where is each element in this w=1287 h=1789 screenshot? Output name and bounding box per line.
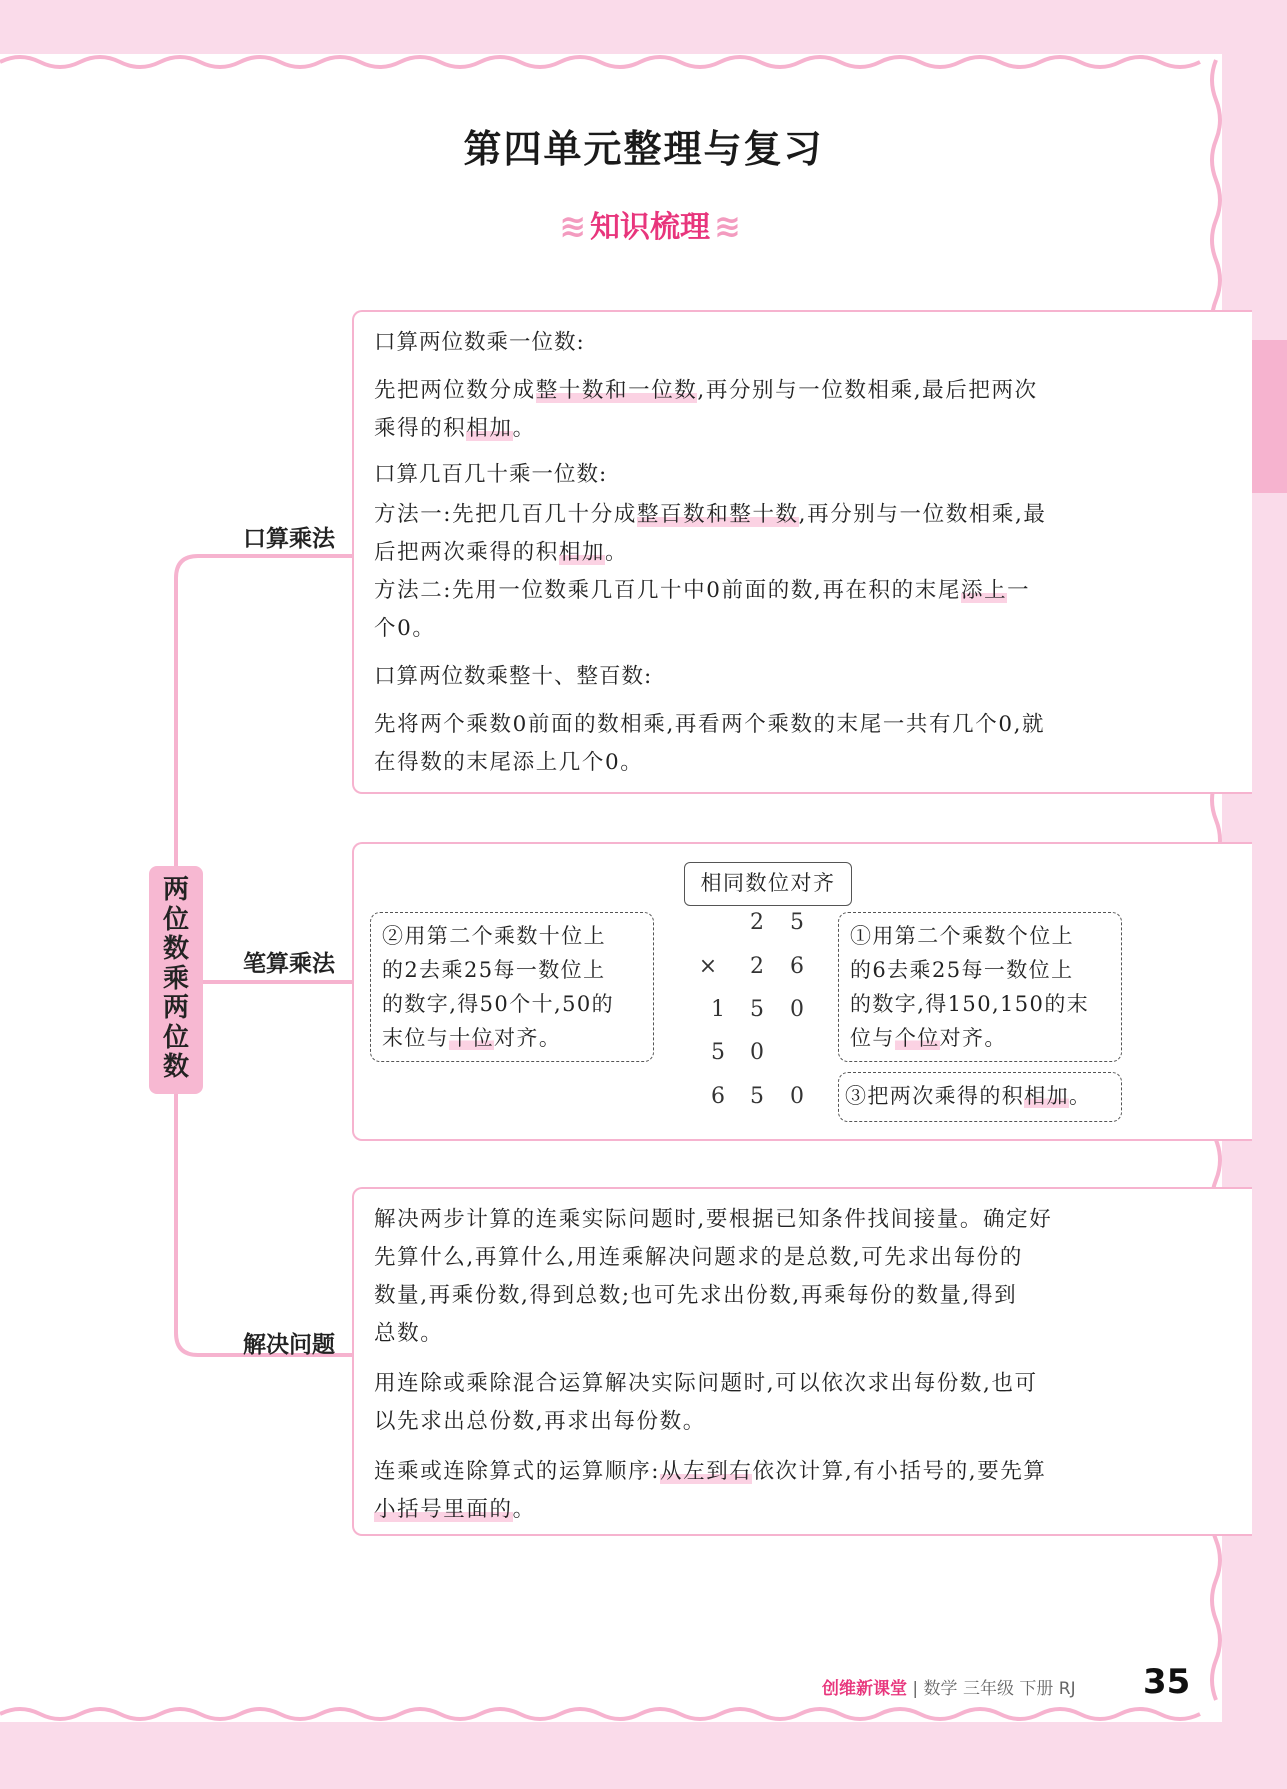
footer-info: 数学 三年级 下册 RJ xyxy=(923,1679,1076,1699)
block-line: 先算什么,再算什么,用连乘解决问题求的是总数,可先求出每份的 xyxy=(374,1245,1024,1270)
note-line: ①用第二个乘数个位上 xyxy=(850,924,1074,948)
mindmap-root xyxy=(149,866,203,1094)
mindmap-root-label: 两位数乘两位数 xyxy=(162,875,189,1082)
block-line xyxy=(374,1453,1124,1491)
note-line xyxy=(382,953,653,987)
calc-digit: 0 xyxy=(790,997,804,1022)
text-seg: 。 xyxy=(512,416,536,441)
top-wave-border xyxy=(0,57,1200,67)
section-heading xyxy=(0,202,1287,246)
block-line: 以先求出总份数,再求出每份数。 xyxy=(374,1409,706,1434)
block-line xyxy=(374,534,1124,572)
branch-label-mental: 口算乘法 xyxy=(243,526,335,552)
block-line: 在得数的末尾添上几个0。 xyxy=(374,750,644,775)
text-seg: 末位与 xyxy=(382,1026,450,1050)
text-seg: ③把两次乘得的积 xyxy=(845,1084,1025,1108)
highlight-term: 从左到右 xyxy=(660,1459,753,1484)
multiply-sign: × xyxy=(698,954,718,979)
highlight-term: 相加 xyxy=(466,416,513,441)
text-seg: 方法二:先用一位数乘几百几十中0前面的数,再在积的末尾 xyxy=(374,578,961,603)
block-line xyxy=(374,572,1124,610)
note-line: ②用第二个乘数十位上 xyxy=(382,924,606,948)
text-seg: 的2去乘25每一数位上 xyxy=(382,958,606,982)
note-line xyxy=(850,1021,1121,1055)
block-line xyxy=(374,372,1124,410)
block-line: 数量,再乘份数,得到总数;也可先求出份数,再乘每份的数量,得到 xyxy=(374,1283,1018,1308)
note-line xyxy=(845,1079,1121,1113)
text-seg: 。 xyxy=(1069,1084,1092,1108)
section-heading-text: 知识梳理 xyxy=(590,210,710,245)
block-line: 个0。 xyxy=(374,616,436,641)
note-sum-step xyxy=(838,1072,1122,1122)
note-line: 的6去乘25每一数位上 xyxy=(850,958,1074,982)
calc-digit: 2 xyxy=(750,954,764,979)
text-seg: 乘得的积 xyxy=(374,416,467,441)
text-seg: 连乘或连除算式的运算顺序: xyxy=(374,1459,661,1484)
problem-solving-box xyxy=(352,1187,1252,1536)
note-tens-step xyxy=(370,912,654,1062)
block-line: 总数。 xyxy=(374,1321,444,1346)
block-line: 先将两个乘数0前面的数相乘,再看两个乘数的末尾一共有几个0,就 xyxy=(374,712,1046,737)
highlight-term: 相加 xyxy=(1024,1084,1070,1108)
page-title: 第四单元整理与复习 xyxy=(463,127,824,171)
branch-label-problem: 解决问题 xyxy=(243,1332,335,1358)
calc-digit: 6 xyxy=(711,1084,725,1109)
calc-digit: 5 xyxy=(750,997,764,1022)
footer xyxy=(822,1674,1076,1699)
text-seg: 。 xyxy=(605,540,629,565)
footer-divider: | xyxy=(907,1679,924,1699)
align-digits-label: 相同数位对齐 xyxy=(684,862,852,906)
calc-digit: 5 xyxy=(790,910,804,935)
calc-digit: 1 xyxy=(711,997,725,1022)
block-heading: 口算几百几十乘一位数: xyxy=(374,462,608,487)
wave-ornament-right: ≋ xyxy=(714,207,741,245)
footer-brand: 创维新课堂 xyxy=(822,1679,907,1699)
text-seg: ,再分别与一位数相乘,最 xyxy=(798,502,1047,527)
block-line: 解决两步计算的连乘实际问题时,要根据已知条件找间接量。确定好 xyxy=(374,1207,1053,1232)
text-seg: 位与 xyxy=(850,1026,895,1050)
branch-label-written: 笔算乘法 xyxy=(243,951,335,977)
calc-digit: 0 xyxy=(750,1040,764,1065)
bottom-wave-border xyxy=(0,1709,1200,1719)
calc-digit: 6 xyxy=(790,954,804,979)
block-heading: 口算两位数乘一位数: xyxy=(374,330,585,355)
text-seg: 对齐。 xyxy=(494,1026,562,1050)
block-line xyxy=(374,410,1124,448)
text-seg: 一 xyxy=(1007,578,1031,603)
note-line: 的数字,得50个十,50的 xyxy=(382,992,614,1016)
block-line xyxy=(374,1491,1124,1529)
calc-digit: 5 xyxy=(750,1084,764,1109)
wave-ornament-left: ≋ xyxy=(559,207,586,245)
note-line: 的数字,得150,150的末 xyxy=(850,992,1090,1016)
block-heading: 口算两位数乘整十、整百数: xyxy=(374,664,653,689)
note-line xyxy=(382,1021,653,1055)
highlight-term: 整百数和整十数 xyxy=(636,502,799,527)
text-seg: 后把两次乘得的积 xyxy=(374,540,559,565)
text-seg: 先把两位数分成 xyxy=(374,378,536,403)
text-seg: 方法一:先把几百几十分成 xyxy=(374,502,637,527)
mental-multiplication-box xyxy=(352,310,1252,794)
text-seg: 对齐。 xyxy=(939,1026,1007,1050)
calc-digit: 2 xyxy=(750,910,764,935)
highlight-term: 整十数和一位数 xyxy=(535,378,698,403)
highlight-term: 添上 xyxy=(960,578,1008,603)
calc-digit: 0 xyxy=(790,1084,804,1109)
highlight-term: 十位 xyxy=(449,1026,495,1050)
calc-digit: 5 xyxy=(711,1040,725,1065)
page-number: 35 xyxy=(1143,1662,1191,1702)
block-line: 用连除或乘除混合运算解决实际问题时,可以依次求出每份数,也可 xyxy=(374,1371,1038,1396)
highlight-term: 相加 xyxy=(558,540,606,565)
note-ones-step xyxy=(838,912,1122,1062)
text-seg: 依次计算,有小括号的,要先算 xyxy=(752,1459,1047,1484)
text-seg: 。 xyxy=(512,1497,536,1522)
text-seg: ,再分别与一位数相乘,最后把两次 xyxy=(697,378,1038,403)
block-line xyxy=(374,496,1124,534)
highlight-term: 个位 xyxy=(894,1026,940,1050)
highlight-term: 小括号里面的 xyxy=(374,1497,513,1522)
